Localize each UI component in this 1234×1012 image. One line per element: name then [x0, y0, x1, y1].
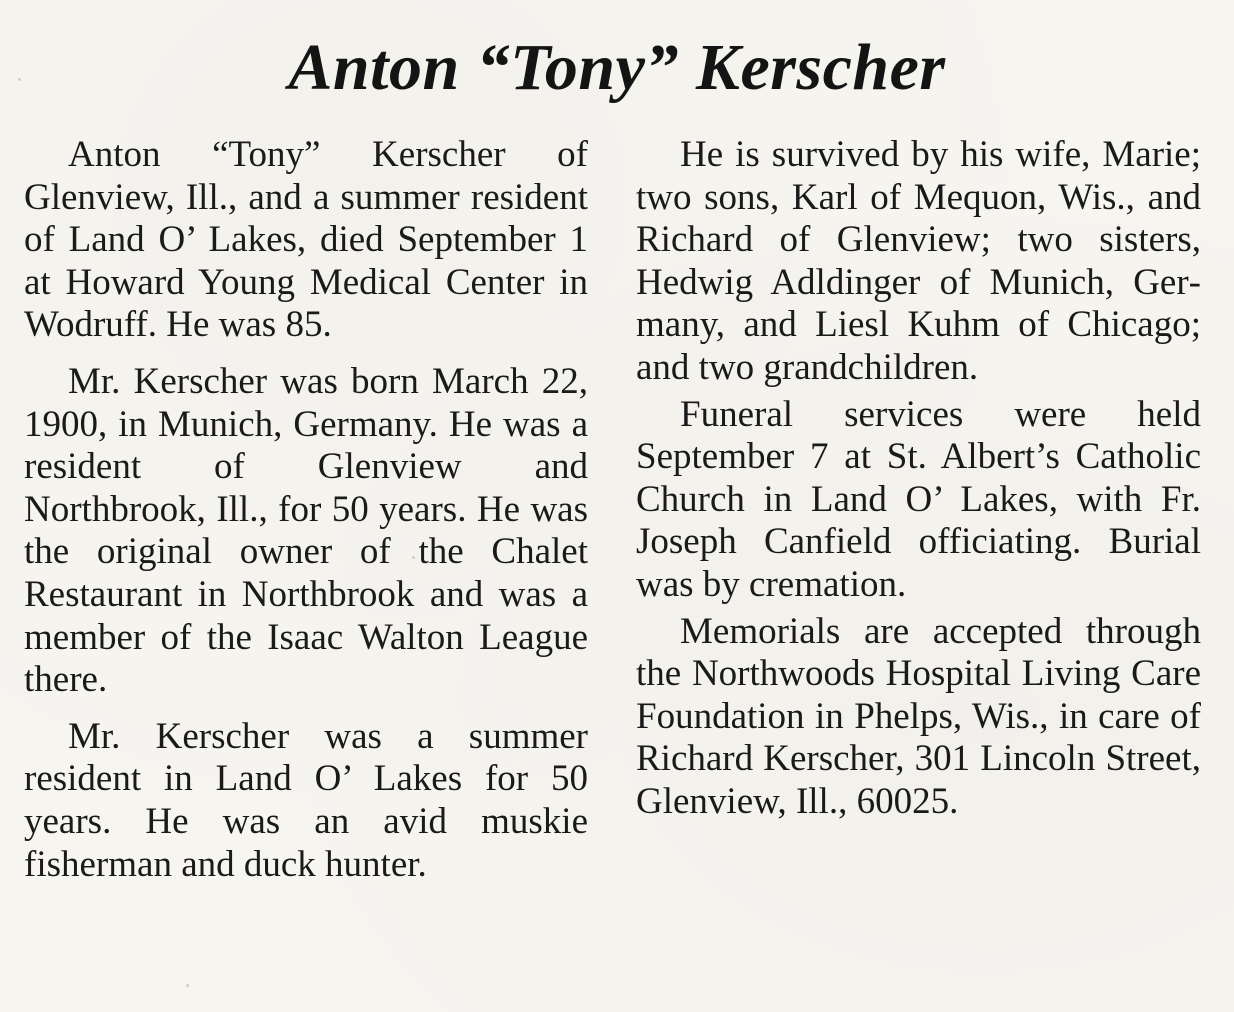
paragraph-survivors: He is survived by his wife, Marie; two sons, Karl of Mequon, Wis., and Richard of Glenview; two sisters, Hedwig Adldinger of Munich, Germany, and Liesl Kuhm of Chicago; and two grandchildren. [636, 134, 1201, 388]
paragraph-death-notice: Anton “Tony” Kerscher of Glenview, Ill., and a summer resident of Land O’ Lakes, died September 1 at Howard Young Medical Center in Wodruff. He was 85. [24, 134, 588, 346]
paragraph-biography: Mr. Kerscher was born March 22, 1900, in Munich, Germany. He was a resident of Glenview and Northbrook, Ill., for 50 years. He was the original owner of the Chalet Restaurant in Northbrook and was a member of the Isaac Walton League there. [24, 360, 588, 701]
print-speck [186, 984, 189, 987]
paragraph-funeral: Funeral services were held September 7 at St. Albert’s Catholic Church in Land O’ Lakes, with Fr. Joseph Canfield officiating. Burial was by cremation. [636, 393, 1201, 605]
right-column [636, 134, 1201, 824]
print-speck [412, 556, 415, 559]
paragraph-memorials: Memorials are accepted through the Northwoods Hospital Living Care Foundation in Phelps, Wis., in care of Richard Kerscher, 301 Lincoln Street, Glenview, Ill., 60025. [636, 610, 1201, 822]
left-column [24, 134, 588, 886]
obituary-headline: Anton “Tony” Kerscher [288, 31, 946, 104]
paragraph-hobbies: Mr. Kerscher was a summer resident in Land O’ Lakes for 50 years. He was an avid muskie fisherman and duck hunter. [24, 715, 588, 885]
print-speck [18, 78, 21, 81]
